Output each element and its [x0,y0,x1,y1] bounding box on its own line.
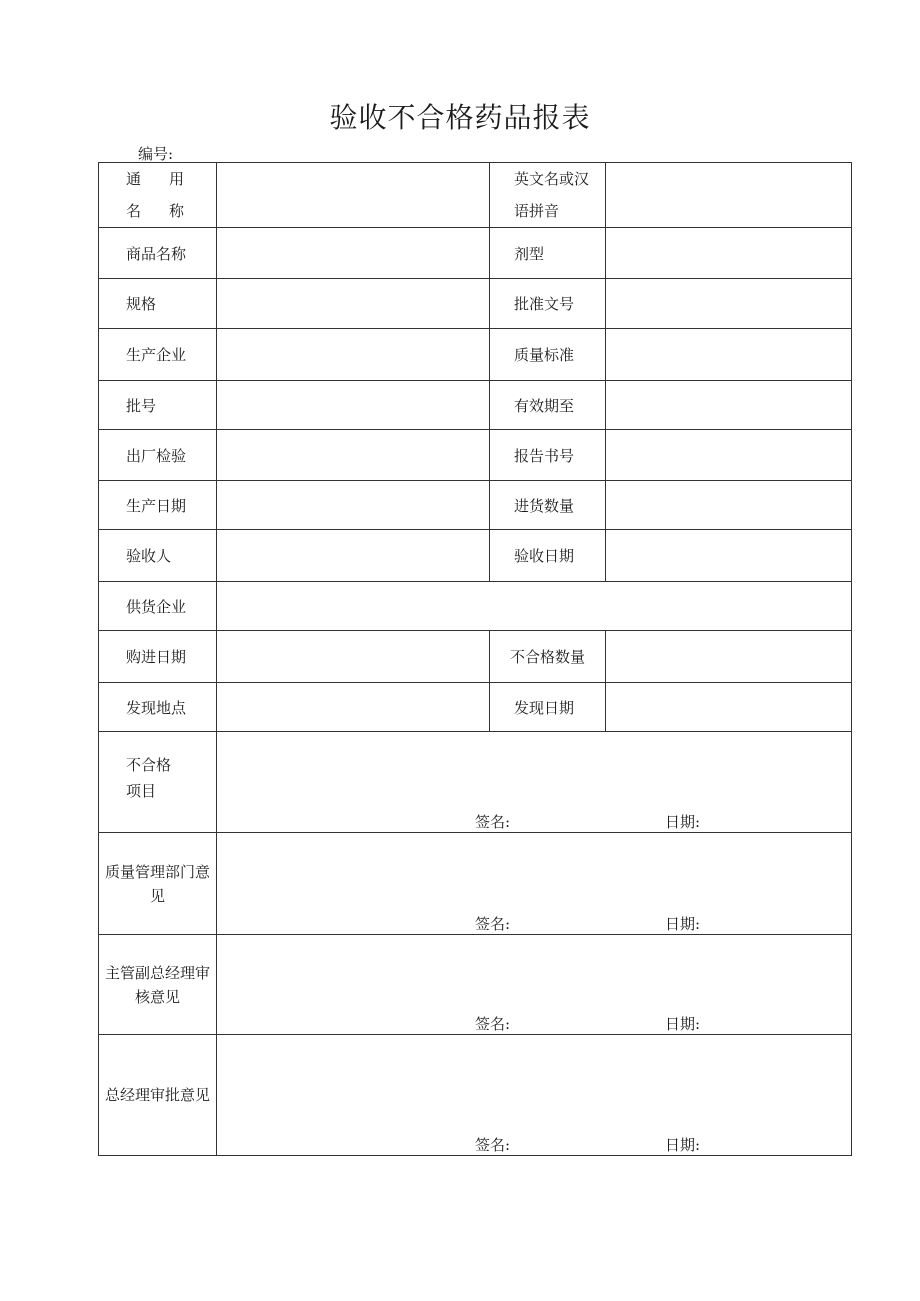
report-no-field[interactable] [606,430,852,481]
form-row [99,163,852,228]
form-row [99,732,852,833]
trade-name-label: 商品名称 [99,228,217,279]
quality-standard-field[interactable] [606,329,852,381]
supplier-field[interactable] [217,582,852,631]
manufacturer-field[interactable] [217,329,490,381]
supplier-label: 供货企业 [99,582,217,631]
production-date-field[interactable] [217,481,490,530]
approval-no-field[interactable] [606,279,852,329]
found-location-field[interactable] [217,683,490,732]
approval-no-label: 批准文号 [490,279,606,329]
unqualified-qty-field[interactable] [606,631,852,683]
batch-no-field[interactable] [217,381,490,430]
qm-dept-opinion-field[interactable] [217,833,852,935]
form-row [99,530,852,582]
purchase-qty-label: 进货数量 [490,481,606,530]
purchase-date-field[interactable] [217,631,490,683]
form-row [99,430,852,481]
form-row [99,228,852,279]
form-row [99,631,852,683]
inspection-date-label: 验收日期 [490,530,606,582]
form-row [99,381,852,430]
signature-label: 签名: [475,1136,511,1154]
inspection-date-field[interactable] [606,530,852,582]
date-label: 日期: [665,1136,701,1154]
unqualified-items-label: 不合格 项目 [99,732,217,833]
spec-field[interactable] [217,279,490,329]
english-name-label: 英文名或汉 语拼音 [490,163,606,228]
purchase-date-label: 购进日期 [99,631,217,683]
found-date-field[interactable] [606,683,852,732]
form-row [99,935,852,1035]
form-row [99,481,852,530]
purchase-qty-field[interactable] [606,481,852,530]
deputy-gm-opinion-field[interactable] [217,935,852,1035]
unqualified-items-field[interactable] [217,732,852,833]
report-no-label: 报告书号 [490,430,606,481]
quality-standard-label: 质量标准 [490,329,606,381]
signature-label: 签名: [475,1015,511,1033]
dosage-form-field[interactable] [606,228,852,279]
found-date-label: 发现日期 [490,683,606,732]
production-date-label: 生产日期 [99,481,217,530]
form-row [99,279,852,329]
report-form [98,162,852,1156]
batch-no-label: 批号 [99,381,217,430]
form-row [99,582,852,631]
gm-approval-field[interactable] [217,1035,852,1156]
date-label: 日期: [665,1015,701,1033]
form-row [99,683,852,732]
date-label: 日期: [665,813,701,831]
english-name-field[interactable] [606,163,852,228]
manufacturer-label: 生产企业 [99,329,217,381]
gm-approval-label: 总经理审批意见 [99,1035,217,1156]
factory-inspection-field[interactable] [217,430,490,481]
deputy-gm-opinion-label: 主管副总经理审 核意见 [99,935,217,1035]
form-row [99,1035,852,1156]
generic-name-label: 通 用 名 称 [99,163,217,228]
unqualified-qty-label: 不合格数量 [490,631,606,683]
generic-name-field[interactable] [217,163,490,228]
inspector-label: 验收人 [99,530,217,582]
page-title: 验收不合格药品报表 [329,101,591,134]
trade-name-field[interactable] [217,228,490,279]
signature-label: 签名: [475,813,511,831]
form-row [99,329,852,381]
expiry-label: 有效期至 [490,381,606,430]
date-label: 日期: [665,915,701,933]
spec-label: 规格 [99,279,217,329]
inspector-field[interactable] [217,530,490,582]
factory-inspection-label: 出厂检验 [99,430,217,481]
form-row [99,833,852,935]
dosage-form-label: 剂型 [490,228,606,279]
found-location-label: 发现地点 [99,683,217,732]
expiry-field[interactable] [606,381,852,430]
serial-number-label: 编号: [138,145,174,163]
qm-dept-opinion-label: 质量管理部门意 见 [99,833,217,935]
signature-label: 签名: [475,915,511,933]
